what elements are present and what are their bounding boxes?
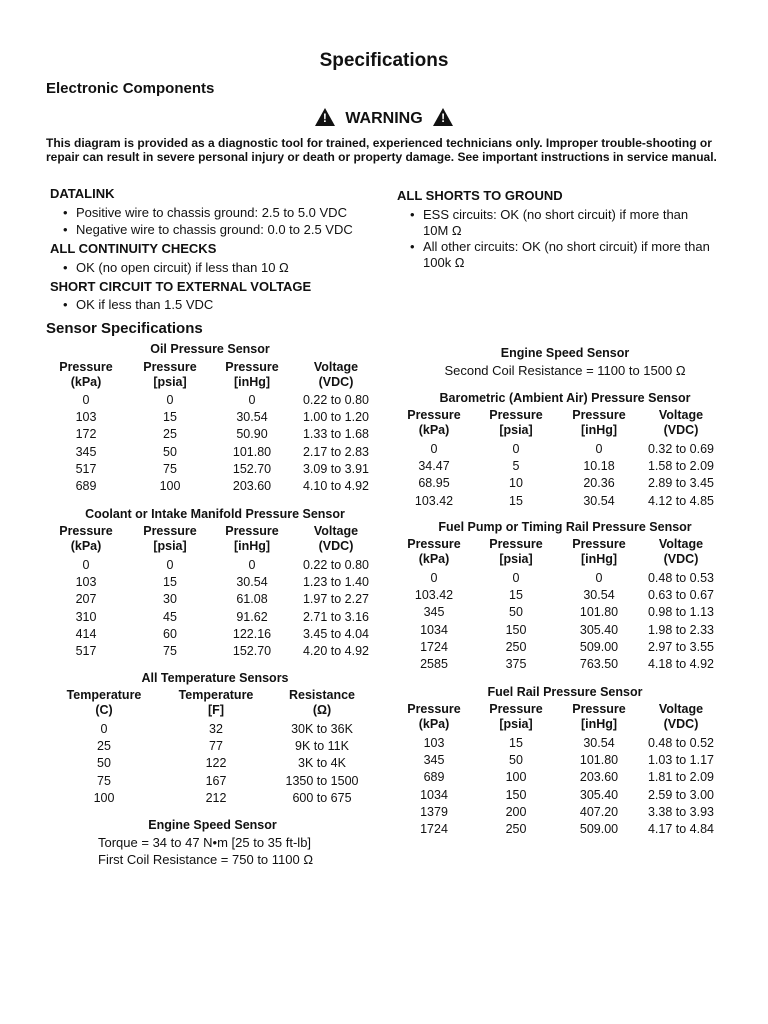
oil_pressure-cell: 100 xyxy=(159,479,181,493)
fuel_rail-cell: 0.48 to 0.52 xyxy=(647,736,715,750)
temperature-cell: 9K to 11K xyxy=(295,739,349,754)
temperature-col-header: Temperature [F] xyxy=(178,688,254,717)
barometric-cell: 20.36 xyxy=(583,476,615,491)
temperature-cell: 25 xyxy=(97,739,111,754)
fuel_pump-cell: 0 xyxy=(595,571,603,585)
fuel_rail-cell: 2.59 to 3.00 xyxy=(647,787,715,802)
engine-speed-title: Engine Speed Sensor xyxy=(148,818,277,832)
coolant-cell: 15 xyxy=(163,575,177,590)
barometric-col-header: Pressure [psia] xyxy=(489,408,543,437)
fuel_pump-col-header: Pressure [inHg] xyxy=(572,537,626,566)
fuel_rail-cell: 345 xyxy=(423,753,445,768)
coolant-title: Coolant or Intake Manifold Pressure Sensor xyxy=(85,507,345,521)
oil_pressure-col-header: Voltage (VDC) xyxy=(313,360,359,389)
temperature-cell: 122 xyxy=(205,756,227,771)
coolant-cell: 30 xyxy=(163,592,177,607)
barometric-col-header: Pressure (kPa) xyxy=(407,408,461,437)
barometric-cell: 1.58 to 2.09 xyxy=(647,459,715,474)
barometric-cell: 0.32 to 0.69 xyxy=(647,442,715,456)
fuel_rail-cell: 200 xyxy=(505,804,527,819)
coolant-cell: 414 xyxy=(75,626,97,641)
fuel_rail-cell: 1.81 to 2.09 xyxy=(647,770,715,785)
fuel_rail-col-header: Pressure [inHg] xyxy=(572,702,626,731)
fuel_rail-cell: 1.03 to 1.17 xyxy=(647,753,715,768)
barometric-cell: 2.89 to 3.45 xyxy=(647,476,715,491)
fuel_pump-cell: 2.97 to 3.55 xyxy=(647,639,715,654)
oil_pressure-title: Oil Pressure Sensor xyxy=(150,342,270,356)
page-title: Specifications xyxy=(319,50,449,71)
coolant-cell: 60 xyxy=(163,626,177,641)
fuel_rail-col-header: Pressure (kPa) xyxy=(407,702,461,731)
fuel_rail-cell: 509.00 xyxy=(579,822,619,836)
fuel_rail-cell: 4.17 to 4.84 xyxy=(647,822,715,836)
coolant-cell: 0 xyxy=(248,558,256,572)
temperature-cell: 75 xyxy=(97,773,111,788)
fuel_rail-cell: 3.38 to 3.93 xyxy=(647,804,715,819)
fuel_pump-cell: 0 xyxy=(512,571,520,585)
fuel_rail-cell: 250 xyxy=(505,822,527,836)
continuity-item: • OK (no open circuit) if less than 10 Ω xyxy=(76,260,289,276)
fuel_pump-cell: 1034 xyxy=(420,622,448,637)
temperature-cell: 600 to 675 xyxy=(292,790,352,805)
coolant-cell: 45 xyxy=(163,609,177,624)
oil_pressure-cell: 517 xyxy=(75,461,97,476)
fuel_rail-cell: 203.60 xyxy=(579,770,619,785)
temperature-cell: 212 xyxy=(205,790,227,805)
oil_pressure-cell: 689 xyxy=(75,479,97,493)
fuel_pump-cell: 30.54 xyxy=(583,588,615,603)
section-title: Electronic Components xyxy=(46,80,215,97)
fuel_rail-cell: 689 xyxy=(423,770,445,785)
oil_pressure-col-header: Pressure [inHg] xyxy=(225,360,279,389)
fuel_rail-cell: 1034 xyxy=(420,787,448,802)
fuel_rail-col-header: Pressure [psia] xyxy=(489,702,543,731)
fuel_pump-cell: 0.98 to 1.13 xyxy=(647,605,715,620)
fuel_rail-cell: 150 xyxy=(505,787,527,802)
oil_pressure-cell: 4.10 to 4.92 xyxy=(302,479,370,493)
fuel_rail-cell: 101.80 xyxy=(579,753,619,768)
fuel_pump-cell: 4.18 to 4.92 xyxy=(647,657,715,671)
datalink-item: • Negative wire to chassis ground: 0.0 to 2.5 VDC xyxy=(76,222,353,238)
coolant-cell: 152.70 xyxy=(232,644,272,658)
coolant-cell: 122.16 xyxy=(232,626,272,641)
warning-triangle-icon xyxy=(433,108,453,126)
coolant-cell: 4.20 to 4.92 xyxy=(302,644,370,658)
fuel_pump-cell: 1724 xyxy=(420,639,448,654)
temperature-col-header: Resistance (Ω) xyxy=(288,688,355,717)
oil_pressure-cell: 15 xyxy=(163,410,177,425)
coolant-cell: 91.62 xyxy=(236,609,268,624)
fuel_rail-cell: 407.20 xyxy=(579,804,619,819)
fuel_pump-cell: 0.48 to 0.53 xyxy=(647,571,715,585)
oil_pressure-cell: 50.90 xyxy=(236,427,268,442)
oil_pressure-cell: 1.33 to 1.68 xyxy=(302,427,370,442)
barometric-cell: 0 xyxy=(512,442,520,456)
fuel_pump-cell: 250 xyxy=(505,639,527,654)
barometric-col-header: Pressure [inHg] xyxy=(572,408,626,437)
barometric-cell: 0 xyxy=(595,442,603,456)
coolant-cell: 0.22 to 0.80 xyxy=(302,558,370,572)
barometric-cell: 10 xyxy=(509,476,523,491)
fuel_pump-cell: 305.40 xyxy=(579,622,619,637)
barometric-title: Barometric (Ambient Air) Pressure Sensor xyxy=(439,391,691,405)
oil_pressure-cell: 3.09 to 3.91 xyxy=(302,461,370,476)
temperature-col-header: Temperature (C) xyxy=(66,688,142,717)
coolant-cell: 30.54 xyxy=(236,575,268,590)
temperature-cell: 3K to 4K xyxy=(298,756,346,771)
barometric-cell: 103.42 xyxy=(414,493,454,508)
temperature-cell: 32 xyxy=(209,722,223,736)
fuel_rail-cell: 305.40 xyxy=(579,787,619,802)
temperature-cell: 50 xyxy=(97,756,111,771)
short-external-item: • OK if less than 1.5 VDC xyxy=(76,297,213,313)
coolant-cell: 310 xyxy=(75,609,97,624)
temperature-cell: 30K to 36K xyxy=(291,722,353,736)
fuel_rail-cell: 15 xyxy=(509,736,523,750)
engine-speed-torque: Torque = 34 to 47 N•m [25 to 35 ft-lb] xyxy=(98,835,312,850)
oil_pressure-col-header: Pressure (kPa) xyxy=(59,360,113,389)
oil_pressure-cell: 345 xyxy=(75,444,97,459)
warning-header xyxy=(0,108,768,128)
fuel_rail-cell: 103 xyxy=(423,736,445,750)
fuel_rail-col-header: Voltage (VDC) xyxy=(658,702,704,731)
fuel_pump-col-header: Pressure (kPa) xyxy=(407,537,461,566)
short-external-heading: SHORT CIRCUIT TO EXTERNAL VOLTAGE xyxy=(50,279,312,294)
coolant-cell: 103 xyxy=(75,575,97,590)
warning-text: This diagram is provided as a diagnostic tool for trained, experienced technicians only. Improper trouble-shooting or repair can result in severe personal injury or death or property damage. See important instructions in service manual. xyxy=(46,136,717,164)
temperature-cell: 77 xyxy=(209,739,223,754)
coolant-cell: 0 xyxy=(82,558,90,572)
oil_pressure-cell: 0 xyxy=(166,393,174,407)
oil_pressure-cell: 75 xyxy=(163,461,177,476)
oil_pressure-cell: 50 xyxy=(163,444,177,459)
barometric-cell: 30.54 xyxy=(583,493,615,508)
coolant-cell: 517 xyxy=(75,644,97,658)
coolant-cell: 1.23 to 1.40 xyxy=(302,575,370,590)
fuel_rail-cell: 1724 xyxy=(420,822,448,836)
fuel_pump-cell: 103.42 xyxy=(414,588,454,603)
datalink-item: • Positive wire to chassis ground: 2.5 to 5.0 VDC xyxy=(76,205,347,221)
coolant-cell: 1.97 to 2.27 xyxy=(302,592,370,607)
fuel_rail-cell: 50 xyxy=(509,753,523,768)
barometric-cell: 10.18 xyxy=(583,459,615,474)
fuel_pump-cell: 375 xyxy=(505,657,527,671)
oil_pressure-cell: 0.22 to 0.80 xyxy=(302,393,370,407)
oil_pressure-cell: 25 xyxy=(163,427,177,442)
fuel_pump-cell: 1.98 to 2.33 xyxy=(647,622,715,637)
temperature-cell: 100 xyxy=(93,790,115,805)
fuel_pump-cell: 15 xyxy=(509,588,523,603)
engine-speed-second-coil: Second Coil Resistance = 1100 to 1500 Ω xyxy=(444,363,686,378)
oil_pressure-col-header: Pressure [psia] xyxy=(143,360,197,389)
coolant-cell: 2.71 to 3.16 xyxy=(302,609,370,624)
coolant-cell: 3.45 to 4.04 xyxy=(302,626,370,641)
coolant-cell: 207 xyxy=(75,592,97,607)
barometric-cell: 68.95 xyxy=(418,476,450,491)
barometric-cell: 34.47 xyxy=(418,459,450,474)
warning-label: WARNING xyxy=(345,110,423,127)
fuel_pump-cell: 2585 xyxy=(420,657,448,671)
barometric-col-header: Voltage (VDC) xyxy=(658,408,704,437)
engine-speed-first-coil: First Coil Resistance = 750 to 1100 Ω xyxy=(98,852,314,867)
fuel_pump-cell: 763.50 xyxy=(579,657,619,671)
oil_pressure-cell: 0 xyxy=(248,393,256,407)
datalink-heading: DATALINK xyxy=(50,186,115,201)
coolant-col-header: Voltage (VDC) xyxy=(313,524,359,553)
fuel_pump-title: Fuel Pump or Timing Rail Pressure Sensor xyxy=(438,520,692,534)
fuel_pump-cell: 101.80 xyxy=(579,605,619,620)
fuel_rail-cell: 30.54 xyxy=(583,736,615,750)
temperature-cell: 0 xyxy=(100,722,108,736)
fuel_rail-cell: 100 xyxy=(505,770,527,785)
oil_pressure-cell: 103 xyxy=(75,410,97,425)
barometric-cell: 4.12 to 4.85 xyxy=(647,493,715,508)
shorts-ground-heading: ALL SHORTS TO GROUND xyxy=(397,188,563,203)
fuel_rail-title: Fuel Rail Pressure Sensor xyxy=(487,685,643,699)
coolant-col-header: Pressure (kPa) xyxy=(59,524,113,553)
coolant-cell: 61.08 xyxy=(236,592,268,607)
temperature-cell: 1350 to 1500 xyxy=(285,773,359,788)
oil_pressure-cell: 172 xyxy=(75,427,97,442)
continuity-heading: ALL CONTINUITY CHECKS xyxy=(50,241,217,256)
engine-speed-right-title: Engine Speed Sensor xyxy=(500,346,630,360)
oil_pressure-cell: 30.54 xyxy=(236,410,268,425)
coolant-cell: 0 xyxy=(166,558,174,572)
shorts-ground-item: • All other circuits: OK (no short circuit) if more than 100k Ω xyxy=(423,239,713,271)
oil_pressure-cell: 1.00 to 1.20 xyxy=(302,410,370,425)
shorts-ground-item: • ESS circuits: OK (no short circuit) if more than 10M Ω xyxy=(423,207,713,239)
coolant-cell: 75 xyxy=(163,644,177,658)
oil_pressure-cell: 203.60 xyxy=(232,479,272,493)
barometric-cell: 0 xyxy=(430,442,438,456)
coolant-col-header: Pressure [psia] xyxy=(143,524,197,553)
coolant-col-header: Pressure [inHg] xyxy=(225,524,279,553)
fuel_pump-cell: 345 xyxy=(423,605,445,620)
fuel_rail-cell: 1379 xyxy=(420,804,448,819)
barometric-cell: 5 xyxy=(512,459,520,474)
barometric-cell: 15 xyxy=(509,493,523,508)
sensor-section-title: Sensor Specifications xyxy=(46,320,203,337)
oil_pressure-cell: 101.80 xyxy=(232,444,272,459)
oil_pressure-cell: 152.70 xyxy=(232,461,272,476)
oil_pressure-cell: 0 xyxy=(82,393,90,407)
fuel_pump-col-header: Voltage (VDC) xyxy=(658,537,704,566)
warning-triangle-icon xyxy=(315,108,335,126)
fuel_pump-cell: 509.00 xyxy=(579,639,619,654)
fuel_pump-col-header: Pressure [psia] xyxy=(489,537,543,566)
fuel_pump-cell: 0.63 to 0.67 xyxy=(647,588,715,603)
fuel_pump-cell: 150 xyxy=(505,622,527,637)
oil_pressure-cell: 2.17 to 2.83 xyxy=(302,444,370,459)
temperature-title: All Temperature Sensors xyxy=(141,671,289,685)
temperature-cell: 167 xyxy=(205,773,227,788)
fuel_pump-cell: 50 xyxy=(509,605,523,620)
fuel_pump-cell: 0 xyxy=(430,571,438,585)
